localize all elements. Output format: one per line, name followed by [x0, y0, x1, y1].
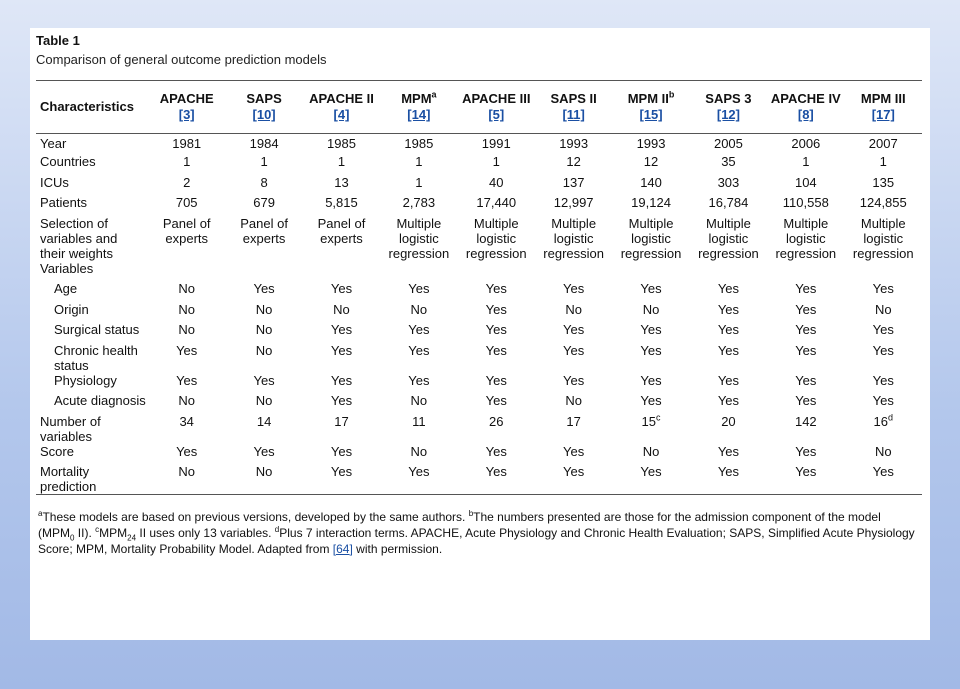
table-cell: Yes: [330, 464, 353, 479]
table-cell: Yes: [485, 393, 507, 408]
table-cell: Yes: [408, 281, 430, 296]
table-cell: [767, 261, 844, 282]
table-cell: 12,997: [553, 195, 594, 210]
table-cell: Yes: [485, 322, 507, 337]
table-cell: No: [642, 301, 660, 317]
column-name: MPM II: [627, 91, 669, 106]
table-cell: 1985: [327, 136, 356, 151]
column-footnote-marker: b: [668, 89, 675, 100]
table-cell: Yes: [872, 342, 894, 358]
table-cell: 19,124: [631, 195, 671, 210]
row-label: Number of variables: [40, 413, 101, 444]
column-reference-link[interactable]: [5]: [488, 107, 505, 122]
column-reference-link[interactable]: [14]: [407, 107, 431, 122]
table-cell: Yes: [485, 443, 507, 459]
table-cell: Yes: [253, 443, 275, 459]
column-reference-link[interactable]: [12]: [716, 107, 740, 122]
table-cell: Yes: [717, 281, 740, 296]
row-label: Year: [40, 136, 67, 151]
table-cell: Yes: [795, 342, 817, 358]
table-cell: 1: [802, 154, 810, 169]
table-cell: Yes: [485, 281, 507, 296]
table-cell: Multiple logistic regression: [698, 215, 759, 261]
table-row: [36, 261, 922, 282]
table-cell: 1: [415, 174, 423, 190]
table-cell: 2005: [713, 136, 743, 151]
table-cell: Yes: [330, 281, 353, 296]
table-cell: 35: [721, 154, 736, 169]
table-cell: 1: [183, 154, 191, 169]
table-cell: Yes: [330, 342, 353, 358]
table-row: [36, 322, 922, 343]
comparison-table: [36, 80, 922, 495]
table-cell: 2: [183, 174, 191, 190]
table-cell: Yes: [176, 372, 198, 388]
table-cell: Yes: [330, 372, 353, 388]
table-cell: 1981: [172, 136, 202, 151]
table-subtitle: Comparison of general outcome prediction models: [36, 52, 327, 67]
table-cell: 110,558: [782, 195, 829, 210]
table-cell: Yes: [717, 342, 740, 358]
table-row: [36, 281, 922, 302]
table-cell: [380, 261, 457, 282]
table-cell: No: [874, 443, 892, 459]
table-cell: Yes: [176, 342, 198, 358]
column-name: SAPS 3: [705, 91, 752, 106]
row-label: Origin: [54, 301, 89, 317]
table-cell: 1993: [636, 136, 666, 151]
table-cell: Yes: [795, 393, 817, 408]
table-row: [36, 343, 922, 373]
row-label: Physiology: [54, 372, 117, 388]
table-cell: Yes: [563, 281, 585, 296]
row-label: Surgical status: [54, 322, 140, 337]
table-cell: Yes: [795, 281, 817, 296]
table-cell: 137: [562, 174, 585, 190]
table-cell: 11: [412, 413, 426, 429]
table-cell: Yes: [872, 464, 894, 479]
table-cell: Yes: [717, 372, 740, 388]
header-col-1: [225, 81, 302, 134]
table-cell: No: [410, 393, 428, 408]
table-cell: 1: [415, 154, 423, 169]
table-row: [36, 414, 922, 444]
table-cell: [225, 261, 302, 282]
column-reference-link[interactable]: [17]: [871, 107, 895, 122]
table-cell: Multiple logistic regression: [852, 215, 914, 261]
table-cell: 1985: [404, 136, 434, 151]
table-cell: [303, 261, 380, 282]
table-cell: Yes: [717, 301, 740, 317]
footnote-a: These models are based on previous versions, developed by the same authors.: [42, 510, 466, 524]
header-col-6: [612, 81, 689, 134]
table-cell: No: [874, 301, 892, 317]
table-cell: No: [255, 342, 273, 358]
table-cell: Yes: [485, 301, 507, 317]
table-cell: [535, 261, 612, 282]
header-col-0: [148, 81, 225, 134]
table-cell: 135: [872, 174, 895, 190]
table-cell: Yes: [640, 464, 662, 479]
table-cell: Yes: [795, 372, 817, 388]
table-cell: Yes: [330, 443, 353, 459]
table-cell: Yes: [408, 322, 430, 337]
table-footnote: $^a$These models are based on previous versions, developed by the same authors. $^b$The numbers presented are those for the admission component of the model ($MPM_0$ II). $^cMPM_{24}$ II uses only 13 variables. $^d$Plus 7 interaction terms. APACHE, Acute Physiology and Chronic Health Evaluation; SAPS, Simplified Acute Physiology Score; MPM, Mortality Probability Model. Adapted from [64] with permission.: [38, 509, 915, 556]
column-name: SAPS: [246, 91, 282, 106]
table-cell: No: [410, 443, 428, 459]
table-row: [36, 302, 922, 323]
table-cell: 1: [260, 154, 268, 169]
table-row: [36, 216, 922, 261]
table-cell: Panel of experts: [317, 215, 366, 246]
row-label: Score: [40, 443, 74, 459]
header-col-2: [303, 81, 380, 134]
table-cell: Yes: [330, 393, 353, 408]
table-cell: 5,815: [325, 195, 358, 210]
table-cell: Yes: [408, 372, 430, 388]
table-cell: [148, 261, 225, 282]
column-reference-link[interactable]: [3]: [178, 107, 195, 122]
table-cell: [612, 261, 689, 282]
table-cell: No: [255, 464, 273, 479]
header-col-9: [845, 81, 922, 134]
table-cell: No: [565, 393, 582, 408]
column-name: APACHE II: [309, 91, 374, 106]
table-cell: 15$^c$: [641, 412, 661, 429]
table-cell: 142: [794, 413, 817, 429]
table-cell: No: [565, 301, 582, 317]
table-cell: No: [178, 393, 195, 408]
column-reference-link[interactable]: [11]: [562, 107, 585, 122]
table-cell: 17: [566, 413, 581, 429]
table-cell: 26: [489, 413, 504, 429]
table-cell: Yes: [640, 322, 662, 337]
table-cell: No: [410, 301, 428, 317]
table-cell: 2,783: [402, 195, 436, 210]
table-cell: No: [333, 301, 350, 317]
table-cell: Multiple logistic regression: [388, 215, 450, 261]
row-label: Chronic health status: [54, 342, 138, 373]
table-cell: Yes: [408, 464, 430, 479]
row-label: Age: [54, 281, 78, 296]
table-cell: Yes: [640, 372, 662, 388]
table-cell: Yes: [485, 372, 507, 388]
table-cell: 12: [566, 154, 581, 169]
table-cell: No: [255, 301, 273, 317]
table-cell: No: [255, 393, 273, 408]
table-cell: 17: [334, 413, 349, 429]
footnote-b: The numbers presented are those for the admission component of the model (MPM: [38, 510, 881, 540]
table-cell: Yes: [176, 443, 198, 459]
table-cell: Yes: [795, 301, 817, 317]
table-cell: 13: [334, 174, 349, 190]
table-cell: Yes: [253, 372, 275, 388]
table-cell: Yes: [717, 322, 740, 337]
table-title: Table 1: [36, 33, 80, 48]
table-cell: Yes: [717, 393, 740, 408]
table-cell: 34: [179, 413, 194, 429]
table-cell: Yes: [872, 281, 894, 296]
table-cell: 2007: [868, 136, 898, 151]
column-name: APACHE: [159, 91, 214, 106]
column-reference-link[interactable]: [4]: [333, 107, 350, 122]
table-header-row: [36, 81, 922, 134]
table-cell: Multiple logistic regression: [465, 215, 527, 261]
table-cell: 1991: [481, 136, 511, 151]
table-cell: 1: [337, 154, 346, 169]
table-cell: Multiple logistic regression: [543, 215, 604, 261]
column-reference-link[interactable]: [10]: [252, 107, 276, 122]
table-cell: Yes: [640, 393, 662, 408]
table-cell: Yes: [795, 322, 817, 337]
table-cell: Panel of experts: [240, 215, 288, 246]
header-col-8: [767, 81, 844, 134]
table-cell: 1: [492, 154, 500, 169]
table-cell: Yes: [795, 443, 817, 459]
column-name: MPM III: [860, 91, 906, 106]
table-cell: No: [178, 301, 195, 317]
table-cell: Yes: [563, 322, 585, 337]
table-cell: No: [178, 281, 195, 296]
column-name: SAPS II: [550, 91, 597, 106]
table-cell: No: [255, 322, 273, 337]
table-row: [36, 464, 922, 495]
table-cell: No: [178, 322, 195, 337]
row-label: Mortality prediction: [40, 464, 97, 494]
row-label: Variables: [40, 260, 94, 276]
table-figure: [30, 28, 930, 640]
table-cell: No: [642, 443, 660, 459]
table-cell: [845, 261, 922, 282]
table-cell: 1993: [559, 136, 589, 151]
table-row: [36, 393, 922, 414]
header-characteristics: Characteristics: [40, 99, 134, 114]
table-cell: Yes: [563, 443, 585, 459]
table-cell: 303: [717, 174, 740, 190]
row-label: Selection of variables and their weights: [40, 215, 118, 261]
table-row: [36, 154, 922, 175]
table-cell: 17,440: [476, 195, 517, 210]
table-cell: 8: [260, 174, 268, 190]
table-cell: Yes: [485, 464, 507, 479]
table-cell: 16$^d$: [873, 412, 893, 429]
table-cell: Yes: [640, 281, 662, 296]
header-col-3: [380, 81, 457, 134]
table-cell: Yes: [408, 342, 430, 358]
column-reference-link[interactable]: [8]: [797, 107, 814, 122]
table-cell: Yes: [872, 322, 894, 337]
table-cell: Yes: [330, 322, 353, 337]
table-cell: Yes: [872, 372, 894, 388]
table-row: [36, 175, 922, 196]
column-name: APACHE IV: [770, 91, 841, 106]
footnote-d: Plus 7 interaction terms. APACHE, Acute Physiology and Chronic Health Evaluation; SAPS, Simplified Acute Physiology Score; MPM, Mortality Probability Model. Adapted from: [38, 526, 915, 556]
table-cell: Yes: [872, 393, 894, 408]
table-cell: Yes: [563, 342, 585, 358]
row-label: Patients: [40, 195, 87, 210]
table-cell: 40: [489, 174, 504, 190]
column-name: APACHE III: [462, 91, 531, 106]
table-cell: 679: [253, 195, 275, 210]
header-col-5: [535, 81, 612, 134]
table-cell: Yes: [253, 281, 275, 296]
table-cell: Panel of experts: [162, 215, 211, 246]
header-col-7: [690, 81, 767, 134]
table-cell: 705: [175, 195, 198, 210]
table-cell: 1: [879, 154, 887, 169]
column-name: MPM: [401, 91, 432, 106]
table-row: [36, 373, 922, 394]
footnote-c: MPM: [99, 526, 128, 540]
table-cell: Yes: [717, 464, 740, 479]
table-cell: 1984: [249, 136, 279, 151]
table-cell: 12: [643, 154, 659, 169]
table-cell: Yes: [563, 464, 585, 479]
column-footnote-marker: a: [431, 89, 437, 100]
row-label: ICUs: [40, 174, 69, 190]
table-cell: 140: [640, 174, 662, 190]
column-reference-link[interactable]: [15]: [639, 107, 663, 122]
table-row: [36, 444, 922, 465]
table-cell: Multiple logistic regression: [775, 215, 837, 261]
table-row: [36, 134, 922, 155]
table-cell: [458, 261, 535, 282]
table-cell: 124,855: [859, 195, 907, 210]
footnote-reference-link[interactable]: [64]: [332, 542, 353, 556]
table-cell: Yes: [563, 372, 585, 388]
table-cell: Multiple logistic regression: [620, 215, 682, 261]
table-cell: Yes: [485, 342, 507, 358]
table-cell: 2006: [791, 136, 821, 151]
table-cell: 20: [721, 413, 736, 429]
table-cell: Yes: [640, 342, 662, 358]
header-col-4: [458, 81, 535, 134]
table-cell: 104: [794, 174, 817, 190]
table-row: [36, 195, 922, 216]
table-cell: 16,784: [708, 195, 749, 210]
row-label: Acute diagnosis: [54, 393, 146, 408]
table-cell: Yes: [795, 464, 817, 479]
table-cell: No: [178, 464, 195, 479]
table-cell: 14: [256, 413, 272, 429]
table-cell: Yes: [717, 443, 740, 459]
row-label: Countries: [40, 154, 96, 169]
table-cell: [690, 261, 767, 282]
